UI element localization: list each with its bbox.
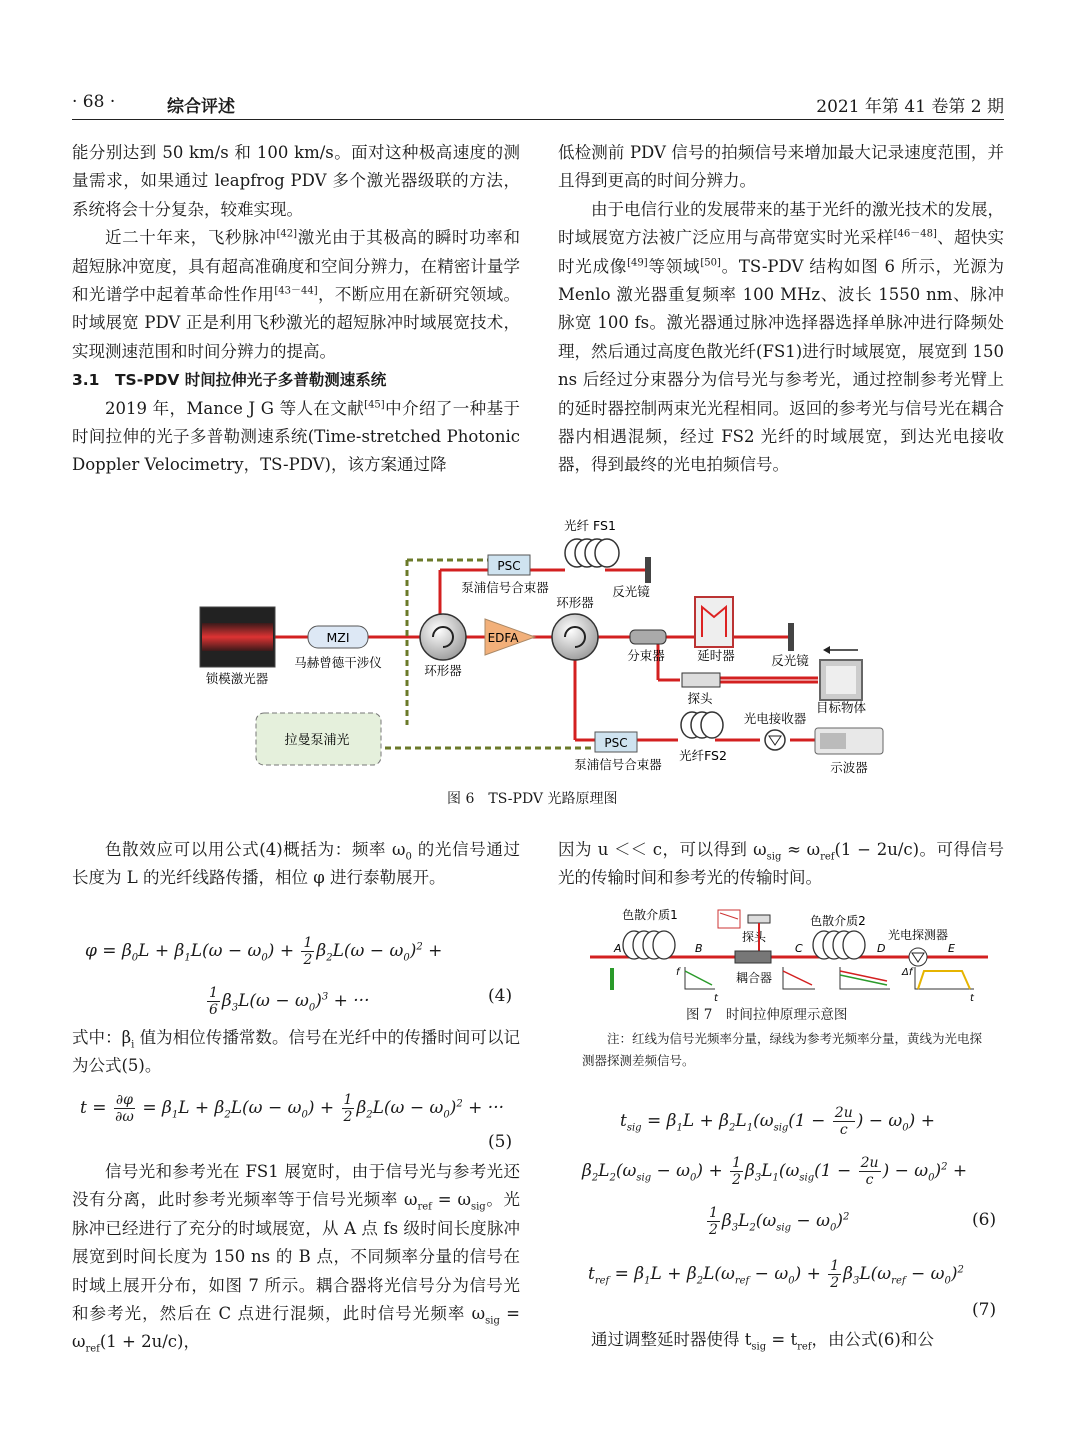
svg-text:C: C [795, 942, 803, 955]
paragraph: 能分别达到 50 km/s 和 100 km/s。面对这种极高速度的测量需求，如果通过 leapfrog PDV 多个激光器级联的方法，系统将会十分复杂，较难实现。 [72, 143, 520, 219]
svg-text:色散介质2: 色散介质2 [810, 914, 866, 928]
page-header [72, 92, 1004, 120]
paragraph-eq-desc: 式中：$\beta_i$ 值为相位传播常数。信号在光纤中的传播时间可以记为公式(5)。 [72, 1028, 520, 1076]
svg-text:MZI: MZI [326, 630, 350, 645]
svg-text:泵浦信号合束器: 泵浦信号合束器 [461, 580, 549, 595]
equation-6-line2: $\beta_2L_2(\omega_{sig} - \omega_0)$ + $\frac{1}{2}$ $\beta_3L_1(\omega_{sig}(1$ − $\frac{2u}{c}$ ) − $\omega_0)^2$ + [582, 1155, 968, 1188]
svg-text:f: f [676, 967, 680, 978]
svg-text:反光镜: 反光镜 [771, 653, 809, 668]
figure-7-diagram [590, 905, 990, 1005]
paragraph: 2019 年，Mance J G 等人在文献[45]中介绍了一种基于时间拉伸的光子多普勒测速系统(Time-stretched Photonic Doppler Velocimetry，TS-PDV)，该方案通过降 [72, 398, 520, 475]
svg-text:Δf: Δf [902, 967, 913, 978]
paragraph: 低检测前 PDV 信号的拍频信号来增加最大记录速度范围，并且得到更高的时间分辨力。 [558, 143, 1004, 191]
svg-text:泵浦信号合束器: 泵浦信号合束器 [574, 757, 662, 772]
svg-text:PSC: PSC [604, 736, 628, 750]
paragraph-fs1: 信号光和参考光在 FS1 展宽时，由于信号光与参考光还没有分离，此时参考光频率等于信号光频率 $\omega_{ref} = \omega_{sig}$。光脉冲已经进行了充分的时域展宽，从 A 点 fs 级时间长度脉冲展宽到时间长度为 150 ns 的 B 点，不同频率分量的信号在时域上展开分布，如图 7 所示。耦合器将光信号分为信号光和参考光，然后在 C 点进行混频，此时信号光频率 $\omega_{sig} = \omega_{ref}(1 + 2u/c)$， [72, 1162, 520, 1355]
svg-text:PSC: PSC [497, 559, 521, 573]
paragraph: 由于电信行业的发展带来的基于光纤的激光技术的发展，时域展宽方法被广泛应用与高带宽实时光采样[46－48]、超快实时光成像[49]等领域[50]。TS-PDV 结构如图 6 所示，光源为 Menlo 激光器重复频率 100 MHz、波长 1550 nm、脉冲脉宽 100 fs。激光器通过脉冲选择器选择单脉冲进行降频处理，然后通过高度色散光纤(FS1)进行时域展宽，展宽到 150 ns 后经过分束器分为信号光与参考光，通过控制参考光臂上的延时器控制两束光光程相同。返回的参考光与信号光在耦合器内相遇混频，经过 FS2 光纤的时域展宽，到达光电接收器，得到最终的光电拍频信号。 [558, 199, 1005, 475]
equation-6-line1: $t_{sig} = \beta_1L + \beta_2L_1(\omega_{sig}(1$ − $\frac{2u}{c}$ ) − $\omega_0$) + [620, 1105, 935, 1138]
svg-text:反光镜: 反光镜 [612, 584, 650, 599]
figure-7-note: 注：红线为信号光频率分量，绿线为参考光频率分量，黄线为光电探测器探测差频信号。 [582, 1031, 983, 1068]
svg-text:探头: 探头 [741, 930, 767, 944]
left-column-bottom [72, 836, 520, 893]
right-column-bottom: 因为 u ＜＜ c，可以得到 $\omega_{sig} \approx \omega_{ref}(1 - 2u/c)$。可得信号光的传输时间和参考光的传输时间。 [558, 840, 1004, 888]
svg-text:B: B [695, 942, 703, 955]
svg-text:色散介质1: 色散介质1 [622, 908, 678, 922]
svg-text:探头: 探头 [687, 691, 713, 706]
column-title: 综合评述 [167, 97, 235, 117]
issue-info: 2021 年第 41 卷第 2 期 [816, 97, 1004, 117]
equation-4-number: (4) [488, 986, 513, 1006]
equation-5: t = $\frac{\partial\varphi}{\partial\omega}$ = $\beta_1L + \beta_2L(\omega - \omega_0)$ + $\frac{1}{2}$ $\beta_2L(\omega - \omega_0)^2$ + ··· [80, 1092, 504, 1125]
equation-4-line2: $\frac{1}{6}$ $\beta_3L(\omega - \omega_0)^3$ + ··· [209, 985, 370, 1018]
svg-text:光纤 FS1: 光纤 FS1 [564, 518, 616, 533]
paragraph: 近二十年来，飞秒脉冲[42]激光由于其极高的瞬时功率和超短脉冲宽度，具有超高准确度和空间分辨力，在精密计量学和光谱学中起着革命性作用[43－44]，不断应用在新研究领域。时域展宽 PDV 正是利用飞秒激光的超短脉冲时域展宽技术，实现测速范围和时间分辨力的提高。 [72, 228, 521, 361]
equation-7: $t_{ref} = \beta_1L + \beta_2L(\omega_{ref} - \omega_0)$ + $\frac{1}{2}$ $\beta_3L(\omega_{ref} - \omega_0)^2$ [588, 1258, 964, 1291]
page-number: · 68 · [72, 92, 116, 112]
svg-text:马赫曾德干涉仪: 马赫曾德干涉仪 [294, 655, 382, 670]
right-column-top [558, 139, 1004, 480]
svg-text:拉曼泵浦光: 拉曼泵浦光 [284, 733, 350, 748]
figure-7-caption: 图 7 时间拉伸原理示意图 [686, 1007, 848, 1023]
figure-6-diagram [190, 515, 890, 780]
svg-text:环形器: 环形器 [556, 595, 594, 610]
svg-text:t: t [714, 993, 718, 1004]
svg-text:延时器: 延时器 [697, 648, 735, 663]
equation-6-line3: $\frac{1}{2}$ $\beta_3L_2(\omega_{sig} - \omega_0)^2$ [709, 1205, 850, 1238]
svg-text:示波器: 示波器 [830, 760, 868, 775]
equation-5-number: (5) [488, 1132, 513, 1152]
header-rule [72, 119, 1004, 120]
svg-text:EDFA: EDFA [487, 631, 519, 645]
laser-label: 锁模激光器 [205, 671, 269, 686]
left-column-top [72, 139, 520, 480]
paragraph-last: 通过调整延时器使得 $t_{sig} = t_{ref}$，由公式(6)和公 [591, 1330, 934, 1353]
svg-text:D: D [877, 942, 886, 955]
figure-6-caption: 图 6 TS-PDV 光路原理图 [447, 791, 618, 807]
svg-text:环形器: 环形器 [424, 663, 462, 678]
svg-text:t: t [970, 993, 974, 1004]
svg-text:E: E [948, 942, 955, 955]
svg-text:分束器: 分束器 [627, 648, 665, 663]
svg-text:A: A [614, 942, 622, 955]
section-heading: 3.1 TS-PDV 时间拉伸光子多普勒测速系统 [72, 371, 387, 390]
svg-text:目标物体: 目标物体 [815, 700, 867, 715]
svg-text:光纤FS2: 光纤FS2 [679, 748, 727, 763]
svg-text:耦合器: 耦合器 [735, 971, 773, 985]
equation-4-line1: $\varphi = \beta_0L + \beta_1L(\omega - \omega_0)$ + $\frac{1}{2}$ $\beta_2L(\omega - \omega_0)^2$ + [85, 935, 443, 968]
equation-6-number: (6) [972, 1210, 997, 1230]
equation-7-number: (7) [972, 1300, 997, 1320]
paragraph: 色散效应可以用公式(4)概括为：频率 $\omega_0$ 的光信号通过长度为 L 的光纤线路传播，相位 φ 进行泰勒展开。 [72, 840, 520, 888]
svg-text:光电探测器: 光电探测器 [887, 928, 949, 942]
svg-text:光电接收器: 光电接收器 [743, 711, 807, 726]
